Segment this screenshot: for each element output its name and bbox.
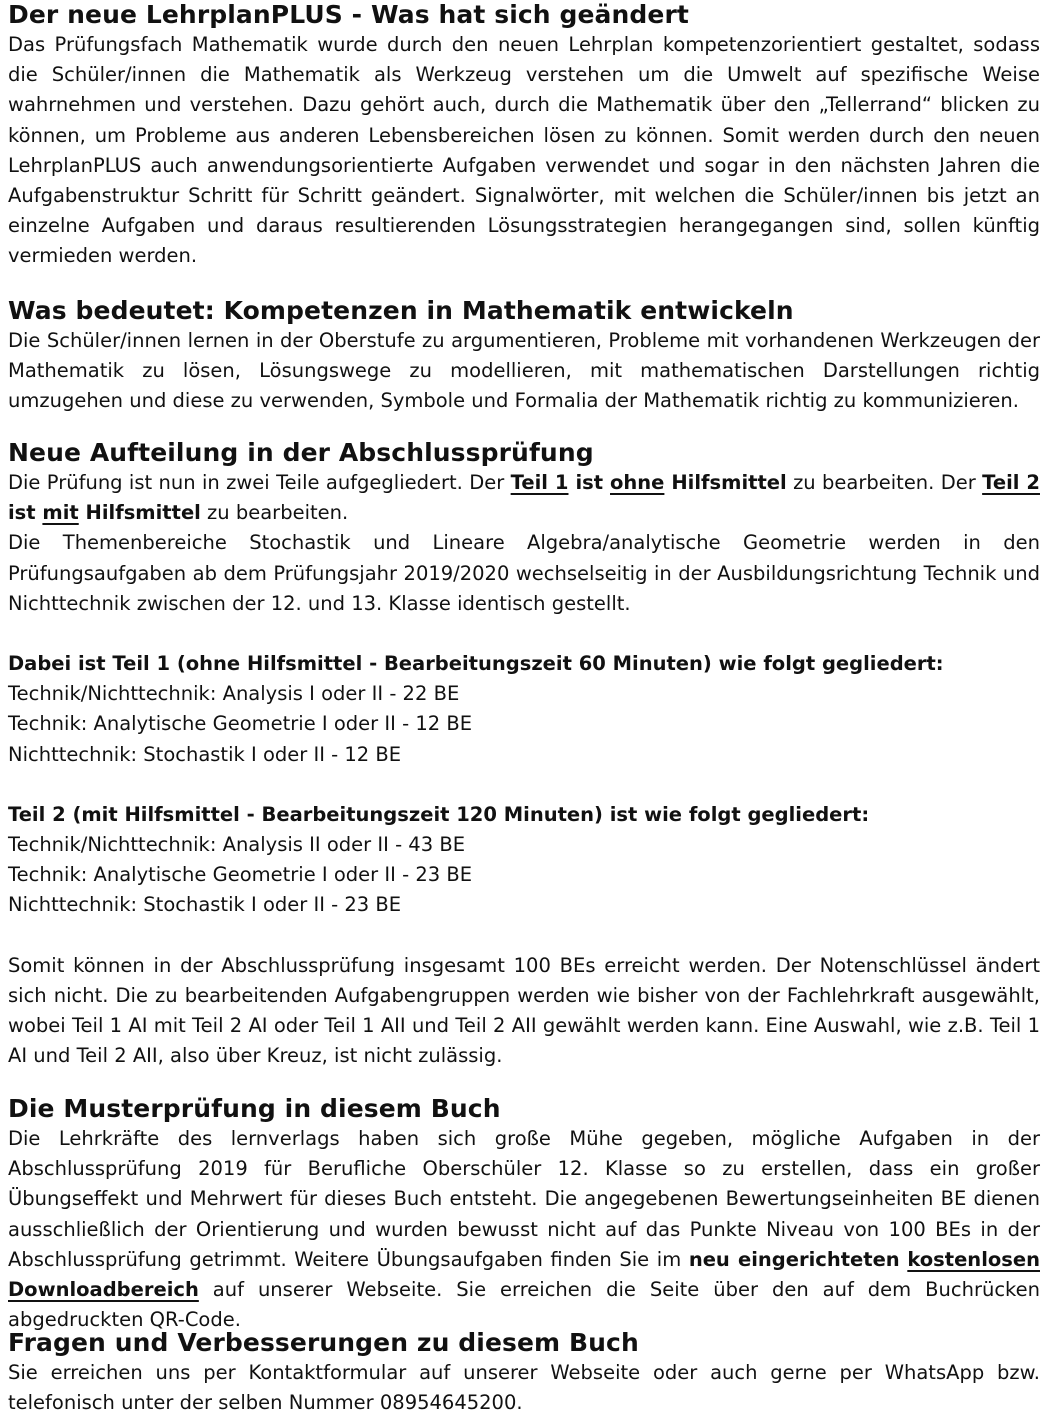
section-fragen: [8, 1328, 1040, 1418]
hilfsmittel-label-1: Hilfsmittel: [664, 471, 787, 494]
part2-item: Technik/Nichttechnik: Analysis II oder II - 43 BE: [8, 833, 466, 857]
teil2-ist: ist: [8, 501, 43, 525]
teil1-label: Teil 1: [510, 471, 569, 494]
paragraph-lehrplan-changes: Das Prüfungsfach Mathematik wurde durch den neuen Lehrplan kompetenzorientiert gestaltet, sodass die Schüler/innen die Mathematik als Werkzeug verstehen um die Umwelt auf spezifische Weise wahrnehmen und verstehen. Dazu gehört auch, durch die Mathematik über den „Tellerrand“ blicken zu können, um Probleme aus anderen Lebensbereichen lösen zu können. Somit werden durch den neuen LehrplanPLUS auch anwendungsorientierte Aufgaben verwendet und sogar in den nächsten Jahren die Aufgabenstruktur Schritt für Schritt geändert. Signalwörter, mit welchen die Schüler/innen bis jetzt an einzelne Aufgaben und daraus resultierenden Lösungsstrategien herangegangen sind, sollen künftig vermieden werden.: [8, 33, 1040, 268]
spacer: [8, 921, 1040, 951]
part2-item: Nichttechnik: Stochastik I oder II - 23 BE: [8, 893, 402, 917]
paragraph-musterpruefung: [8, 1124, 1040, 1335]
hilfsmittel-label-2: Hilfsmittel: [78, 501, 201, 525]
teil2-label: Teil 2: [982, 471, 1040, 494]
spacer: [8, 770, 1040, 800]
paragraph-kompetenzen: Die Schüler/innen lernen in der Oberstufe zu argumentieren, Probleme mit vorhandenen Werkzeugen der Mathematik zu lösen, Lösungswege zu modellieren, mit mathematischen Darstellungen richtig umzugehen und diese zu verwenden, Symbole und Formalia der Mathematik richtig zu kommunizieren.: [8, 329, 1040, 413]
ohne-label: ohne: [610, 471, 665, 494]
part2-item: Technik: Analytische Geometrie I oder II - 23 BE: [8, 863, 473, 887]
paragraph-themenbereiche: Die Themenbereiche Stochastik und Lineare Algebra/analytische Geometrie werden in den Prüfungsaufgaben ab dem Prüfungsjahr 2019/2020 wechselseitig in der Ausbildungsrichtung Technik und Nichttechnik zwischen der 12. und 13. Klasse identisch gestellt.: [8, 531, 1040, 615]
heading-aufteilung: Neue Aufteilung in der Abschlussprüfung: [8, 438, 594, 467]
heading-kompetenzen: Was bedeutet: Kompetenzen in Mathematik entwickeln: [8, 296, 794, 325]
intro-text: Die Prüfung ist nun in zwei Teile aufgegliedert. Der: [8, 471, 511, 494]
section-lehrplan-changes: [8, 0, 1040, 272]
intro-mid: zu bearbeiten. Der: [786, 471, 983, 494]
intro-end: zu bearbeiten.: [200, 501, 349, 525]
paragraph-fragen: Sie erreichen uns per Kontaktformular auf unserer Webseite oder auch gerne per WhatsApp bzw. telefonisch unter der selben Nummer 08954645200.: [8, 1361, 1040, 1415]
heading-musterpruefung: Die Musterprüfung in diesem Buch: [8, 1094, 501, 1123]
download-area-link[interactable]: kostenlosen Downloadbereich: [8, 1247, 1040, 1302]
part1-title: Dabei ist Teil 1 (ohne Hilfsmittel - Bearbeitungszeit 60 Minuten) wie folgt gegliedert:: [8, 652, 944, 676]
spacer: [8, 619, 1040, 649]
mit-label: mit: [42, 501, 79, 525]
part1-item: Technik/Nichttechnik: Analysis I oder II - 22 BE: [8, 682, 460, 706]
part1-item: Technik: Analytische Geometrie I oder II - 12 BE: [8, 712, 473, 736]
paragraph-notenschluessel: Somit können in der Abschlussprüfung insgesamt 100 BEs erreicht werden. Der Notenschlüssel ändert sich nicht. Die zu bearbeitenden Aufgabengruppen werden wie bisher von der Fachlehrkraft ausgewählt, wobei Teil 1 AI mit Teil 2 AI oder Teil 1 AII und Teil 2 AII gewählt werden kann. Eine Auswahl, wie z.B. Teil 1 AI und Teil 2 AII, also über Kreuz, ist nicht zulässig.: [8, 953, 1040, 1068]
section-aufteilung: [8, 438, 1040, 1071]
heading-lehrplan-changes: Der neue LehrplanPLUS - Was hat sich geändert: [8, 0, 689, 29]
paragraph-aufteilung-intro: [8, 468, 1040, 528]
neu-eingerichteten-label: neu eingerichteten: [688, 1247, 900, 1271]
section-kompetenzen: [8, 296, 1040, 417]
part1-item: Nichttechnik: Stochastik I oder II - 12 BE: [8, 742, 402, 766]
part2-title: Teil 2 (mit Hilfsmittel - Bearbeitungszeit 120 Minuten) ist wie folgt gegliedert:: [8, 802, 870, 826]
musterpruefung-text-end: auf unserer Webseite. Sie erreichen die Seite über den auf dem Buchrücken abgedruckten QR-Code.: [8, 1278, 1040, 1332]
heading-fragen: Fragen und Verbesserungen zu diesem Buch: [8, 1328, 639, 1357]
musterpruefung-text: Die Lehrkräfte des lernverlags haben sich große Mühe gegeben, mögliche Aufgaben in der Abschlussprüfung 2019 für Berufliche Oberschüler 12. Klasse so zu erstellen, dass ein großer Übungseffekt und Mehrwert für dieses Buch entsteht. Die angegebenen Bewertungseinheiten BE dienen ausschließlich der Orientierung und wurden bewusst nicht auf das Punkte Niveau von 100 BEs in der Abschlussprüfung getrimmt. Weitere Übungsaufgaben finden Sie im: [8, 1127, 1040, 1271]
teil1-ist: ist: [568, 471, 611, 494]
section-musterpruefung: [8, 1094, 1040, 1335]
